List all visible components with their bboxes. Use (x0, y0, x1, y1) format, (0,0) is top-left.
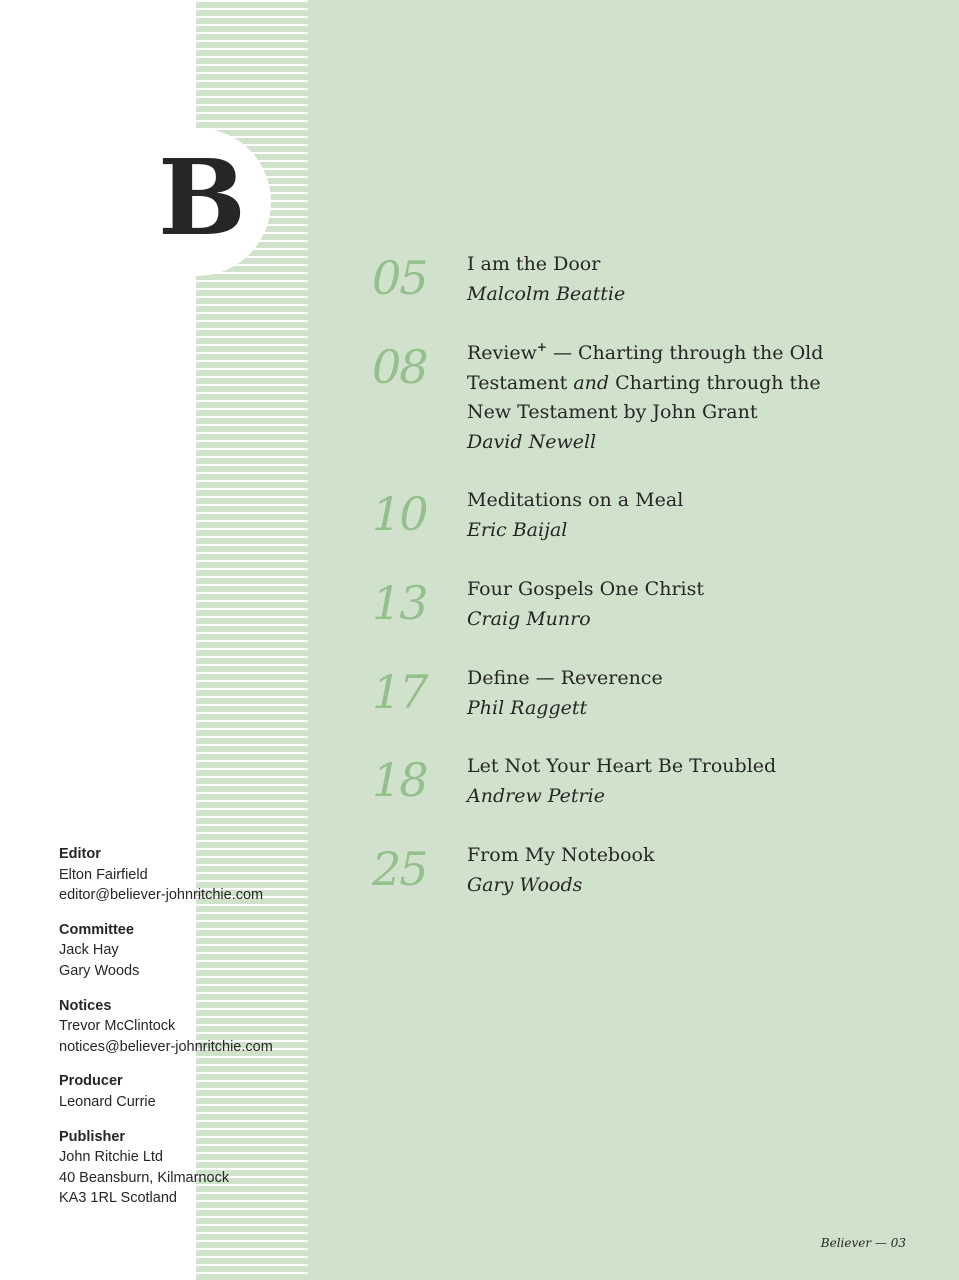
page-folio: Believer — 03 (820, 1236, 906, 1250)
masthead-line: Elton Fairfield (59, 866, 148, 883)
article-author: Andrew Petrie (467, 784, 605, 807)
page-number: 05 (372, 251, 427, 305)
masthead-line: 40 Beansburn, Kilmarnock (59, 1169, 230, 1186)
masthead-line: Jack Hay (59, 942, 119, 959)
article-title: From My Notebook (467, 844, 655, 866)
title-main: Review (467, 342, 537, 364)
masthead-publisher (59, 1127, 319, 1209)
masthead-line: John Ritchie Ltd (59, 1149, 163, 1166)
page-number: 13 (372, 576, 427, 630)
masthead-committee (59, 920, 319, 982)
masthead-label: Publisher (59, 1128, 126, 1145)
masthead-editor (59, 844, 319, 906)
masthead-label: Notices (59, 997, 112, 1014)
article-author: Gary Woods (467, 873, 583, 896)
title-italic: and (573, 371, 610, 394)
masthead-line: Gary Woods (59, 962, 140, 979)
plus-superscript: + (536, 340, 547, 354)
masthead-label: Producer (59, 1073, 123, 1090)
masthead-producer (59, 1071, 319, 1112)
masthead-line: Leonard Currie (59, 1093, 156, 1110)
masthead (59, 844, 319, 1223)
article-title: Four Gospels One Christ (467, 578, 704, 600)
article-author: Malcolm Beattie (467, 282, 626, 305)
article-title (467, 339, 867, 428)
page-number: 10 (372, 487, 427, 541)
masthead-label: Editor (59, 846, 101, 862)
page-number: 08 (372, 340, 427, 394)
logo-letter-b: B (158, 136, 242, 259)
article-title: Let Not Your Heart Be Troubled (467, 755, 777, 777)
article-title: I am the Door (467, 253, 601, 275)
page-number: 18 (372, 753, 427, 807)
article-title: Meditations on a Meal (467, 489, 684, 511)
article-author: Eric Baijal (467, 518, 568, 541)
article-author: Phil Raggett (467, 696, 588, 719)
masthead-email-link[interactable]: editor@believer-johnritchie.com (59, 887, 264, 904)
masthead-email-link[interactable]: notices@believer-johnritchie.com (59, 1038, 273, 1055)
article-author: David Newell (467, 430, 597, 453)
article-title: Define — Reverence (467, 667, 663, 689)
article-author: Craig Munro (467, 607, 591, 630)
masthead-line: Trevor McClintock (59, 1018, 176, 1035)
masthead-label: Committee (59, 921, 134, 938)
page-number: 25 (372, 842, 427, 896)
title-end: Charting through the New Testament by John Grant (467, 371, 821, 423)
masthead-notices (59, 996, 319, 1058)
page-number: 17 (372, 665, 427, 719)
title-rest: — Charting through the Old Testament (467, 342, 824, 394)
masthead-line: KA3 1RL Scotland (59, 1190, 177, 1207)
